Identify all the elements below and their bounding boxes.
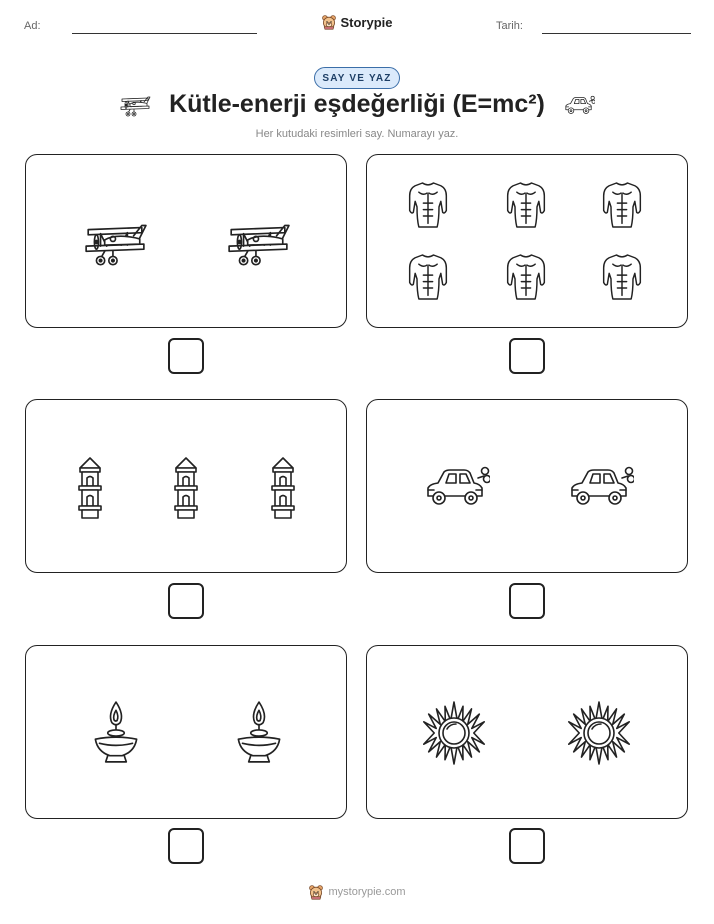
tower-icon bbox=[76, 454, 104, 522]
count-box-towers bbox=[25, 399, 347, 573]
bear-icon bbox=[321, 14, 337, 30]
tower-icon bbox=[269, 454, 297, 522]
answer-box[interactable] bbox=[509, 828, 545, 864]
biplane-icon bbox=[119, 93, 151, 117]
oil-lamp-icon bbox=[91, 700, 141, 766]
title-row bbox=[0, 90, 714, 119]
sun-icon bbox=[422, 701, 486, 765]
count-box-toy-cars bbox=[366, 399, 688, 573]
brand-logo bbox=[0, 14, 714, 30]
toy-car-icon bbox=[566, 462, 634, 510]
biplane-icon bbox=[82, 217, 148, 267]
answer-box[interactable] bbox=[168, 338, 204, 374]
toy-car-icon bbox=[422, 462, 490, 510]
torso-icon bbox=[504, 179, 548, 231]
date-field[interactable] bbox=[542, 33, 691, 34]
answer-box[interactable] bbox=[509, 338, 545, 374]
answer-box[interactable] bbox=[168, 583, 204, 619]
biplane-icon bbox=[225, 217, 291, 267]
count-box-torsos bbox=[366, 154, 688, 328]
toy-car-icon bbox=[563, 93, 595, 117]
answer-box[interactable] bbox=[509, 583, 545, 619]
instructions: Her kutudaki resimleri say. Numarayı yaz. bbox=[255, 128, 459, 140]
date-label: Tarih: bbox=[496, 20, 523, 32]
oil-lamp-icon bbox=[234, 700, 284, 766]
activity-badge: SAY VE YAZ bbox=[314, 67, 400, 89]
tower-icon bbox=[172, 454, 200, 522]
count-box-oil-lamps bbox=[25, 645, 347, 819]
torso-icon bbox=[406, 179, 450, 231]
count-box-biplanes bbox=[25, 154, 347, 328]
torso-icon bbox=[600, 179, 644, 231]
torso-icon bbox=[504, 251, 548, 303]
page-title: Kütle-enerji eşdeğerliği (E=mc²) bbox=[169, 90, 545, 118]
answer-box[interactable] bbox=[168, 828, 204, 864]
footer bbox=[0, 884, 714, 900]
footer-site: mystorypie.com bbox=[328, 886, 406, 898]
torso-icon bbox=[600, 251, 644, 303]
sun-icon bbox=[567, 701, 631, 765]
count-box-suns bbox=[366, 645, 688, 819]
name-label: Ad: bbox=[24, 20, 41, 32]
name-field[interactable] bbox=[72, 33, 257, 34]
bear-icon bbox=[308, 884, 324, 900]
torso-icon bbox=[406, 251, 450, 303]
brand-name: Storypie bbox=[340, 14, 393, 30]
